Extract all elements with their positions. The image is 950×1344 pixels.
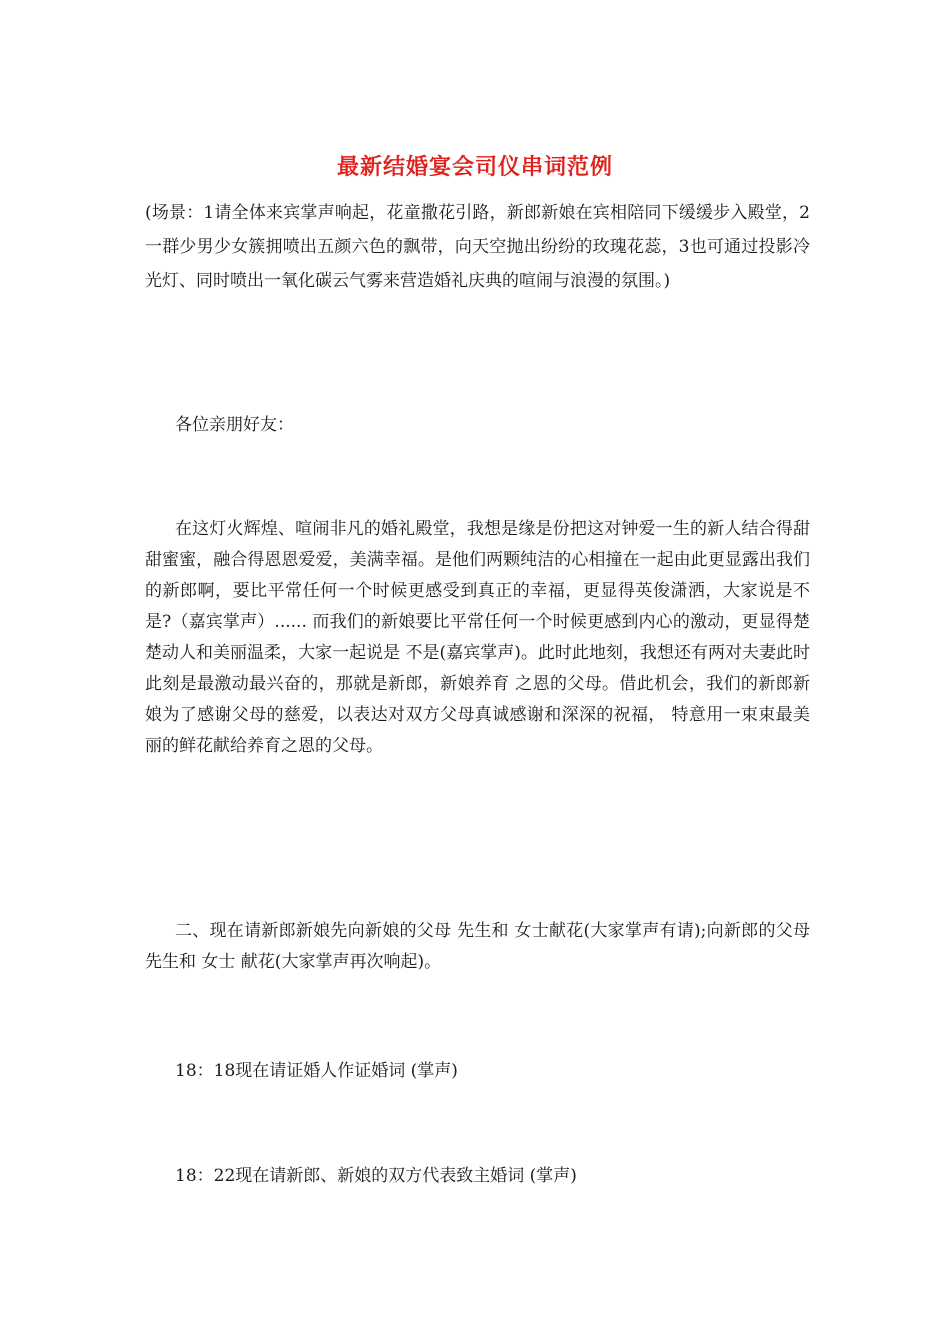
schedule-line-representatives: 18：22现在请新郎、新娘的双方代表致主婚词 (掌声) xyxy=(175,1166,577,1186)
opening-paragraph: 在这灯火辉煌、喧闹非凡的婚礼殿堂，我想是缘是份把这对钟爱一生的新人结合得甜甜蜜蜜，融合得恩恩爱爱，美满幸福。是他们两颗纯洁的心相撞在一起由此更显露出我们的新郎啊，要比平常任何一个时候更感受到真正的幸福，更显得英俊潇洒，大家说是不是?（嘉宾掌声）...... 而我们的新娘要比平常任何一个时候更感到内心的激动，更显得楚楚动人和美丽温柔，大家一起说是 不是(嘉宾掌声)。此时此地刻，我想还有两对夫妻此时此刻是最激动最兴奋的，那就是新郎，新娘养育 之恩的父母。借此机会，我们的新郎新娘为了感谢父母的慈爱，以表达对双方父母真诚感谢和深深的祝福， 特意用一束束最美丽的鲜花献给养育之恩的父母。 xyxy=(145,519,810,756)
scene-description: (场景：1请全体来宾掌声响起，花童撒花引路，新郎新娘在宾相陪同下缓缓步入殿堂，2一群少男少女簇拥喷出五颜六色的飘带，向天空抛出纷纷的玫瑰花蕊，3也可通过投影冷光灯、同时喷出一氧化碳云气雾来营造婚礼庆典的喧闹与浪漫的氛围。) xyxy=(145,203,810,291)
section-two-paragraph: 二、现在请新郎新娘先向新娘的父母 先生和 女士献花(大家掌声有请);向新郎的父母 先生和 女士 献花(大家掌声再次响起)。 xyxy=(145,921,810,972)
schedule-line-witness: 18：18现在请证婚人作证婚词 (掌声) xyxy=(175,1061,458,1081)
document-title: 最新结婚宴会司仪串词范例 xyxy=(336,154,613,180)
greeting: 各位亲朋好友： xyxy=(175,415,294,435)
